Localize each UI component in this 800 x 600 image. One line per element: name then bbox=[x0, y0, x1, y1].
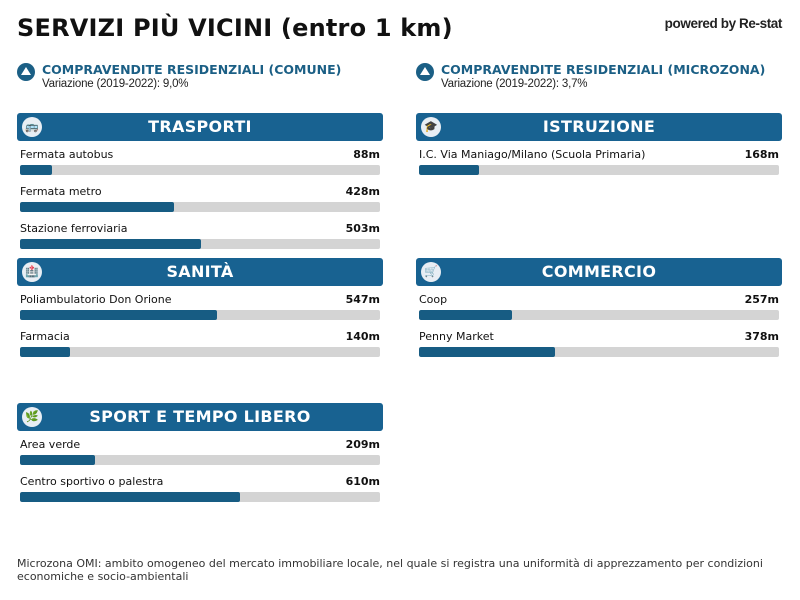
item-name: Farmacia bbox=[20, 330, 70, 343]
distance-bar-fill bbox=[20, 239, 201, 249]
item-name: Fermata autobus bbox=[20, 148, 114, 161]
distance-bar bbox=[20, 455, 380, 465]
distance-bar-fill bbox=[20, 165, 52, 175]
section-sanita bbox=[17, 258, 383, 367]
item-distance: 140m bbox=[345, 330, 380, 343]
list-item bbox=[416, 293, 779, 330]
hospital-icon: 🏥 bbox=[22, 262, 42, 282]
leaf-icon: 🌿 bbox=[22, 407, 42, 427]
item-name: Stazione ferroviaria bbox=[20, 222, 128, 235]
section-header bbox=[17, 113, 383, 141]
item-distance: 168m bbox=[744, 148, 779, 161]
item-distance: 503m bbox=[345, 222, 380, 235]
section-title: TRASPORTI bbox=[148, 117, 252, 136]
item-name: Penny Market bbox=[419, 330, 494, 343]
item-name: Poliambulatorio Don Orione bbox=[20, 293, 172, 306]
distance-bar bbox=[20, 165, 380, 175]
item-distance: 378m bbox=[744, 330, 779, 343]
item-distance: 257m bbox=[744, 293, 779, 306]
triangle-up-icon bbox=[416, 63, 434, 81]
item-name: Coop bbox=[419, 293, 448, 306]
distance-bar bbox=[20, 347, 380, 357]
list-item bbox=[17, 185, 380, 222]
distance-bar-fill bbox=[20, 455, 95, 465]
powered-by-logo: powered by Re-stat bbox=[664, 16, 782, 31]
student-icon: 🎓 bbox=[421, 117, 441, 137]
bus-icon: 🚌 bbox=[22, 117, 42, 137]
distance-bar bbox=[20, 202, 380, 212]
section-title: ISTRUZIONE bbox=[542, 117, 656, 136]
distance-bar bbox=[20, 310, 380, 320]
item-name: Area verde bbox=[20, 438, 81, 451]
distance-bar bbox=[419, 165, 779, 175]
item-name: Fermata metro bbox=[20, 185, 102, 198]
list-item bbox=[17, 475, 380, 512]
list-item bbox=[416, 330, 779, 367]
distance-bar-fill bbox=[20, 492, 240, 502]
section-trasporti bbox=[17, 113, 383, 259]
distance-bar-fill bbox=[20, 310, 217, 320]
item-distance: 547m bbox=[345, 293, 380, 306]
stat-microzona-value: Variazione (2019-2022): 3,7% bbox=[441, 78, 588, 90]
distance-bar bbox=[419, 347, 779, 357]
item-distance: 610m bbox=[345, 475, 380, 488]
list-item bbox=[17, 330, 380, 367]
distance-bar-fill bbox=[419, 347, 555, 357]
item-distance: 428m bbox=[345, 185, 380, 198]
triangle-up-icon bbox=[17, 63, 35, 81]
distance-bar-fill bbox=[419, 310, 512, 320]
list-item bbox=[17, 148, 380, 185]
section-title: SPORT E TEMPO LIBERO bbox=[89, 407, 311, 426]
distance-bar-fill bbox=[20, 347, 70, 357]
section-header bbox=[416, 258, 782, 286]
section-header bbox=[17, 258, 383, 286]
distance-bar bbox=[20, 492, 380, 502]
item-distance: 209m bbox=[345, 438, 380, 451]
section-header bbox=[17, 403, 383, 431]
distance-bar bbox=[20, 239, 380, 249]
list-item bbox=[17, 438, 380, 475]
section-title: COMMERCIO bbox=[541, 262, 657, 281]
stat-microzona-label: COMPRAVENDITE RESIDENZIALI (MICROZONA) bbox=[441, 62, 766, 77]
section-sport bbox=[17, 403, 383, 512]
item-distance: 88m bbox=[353, 148, 380, 161]
item-name: I.C. Via Maniago/Milano (Scuola Primaria) bbox=[419, 148, 646, 161]
list-item bbox=[416, 148, 779, 185]
section-header bbox=[416, 113, 782, 141]
item-name: Centro sportivo o palestra bbox=[20, 475, 164, 488]
distance-bar bbox=[419, 310, 779, 320]
page-title: SERVIZI PIÙ VICINI (entro 1 km) bbox=[17, 14, 453, 42]
list-item bbox=[17, 222, 380, 259]
distance-bar-fill bbox=[20, 202, 174, 212]
section-title: SANITÀ bbox=[166, 262, 234, 281]
distance-bar-fill bbox=[419, 165, 479, 175]
section-istruzione bbox=[416, 113, 782, 185]
cart-icon: 🛒 bbox=[421, 262, 441, 282]
stat-comune-value: Variazione (2019-2022): 9,0% bbox=[42, 78, 189, 90]
list-item bbox=[17, 293, 380, 330]
footnote: Microzona OMI: ambito omogeneo del mercato immobiliare locale, nel quale si registra una uniformità di apprezzamento per condizioni economiche e socio-ambientali bbox=[17, 557, 763, 583]
stat-comune-label: COMPRAVENDITE RESIDENZIALI (COMUNE) bbox=[42, 62, 342, 77]
section-commercio bbox=[416, 258, 782, 367]
